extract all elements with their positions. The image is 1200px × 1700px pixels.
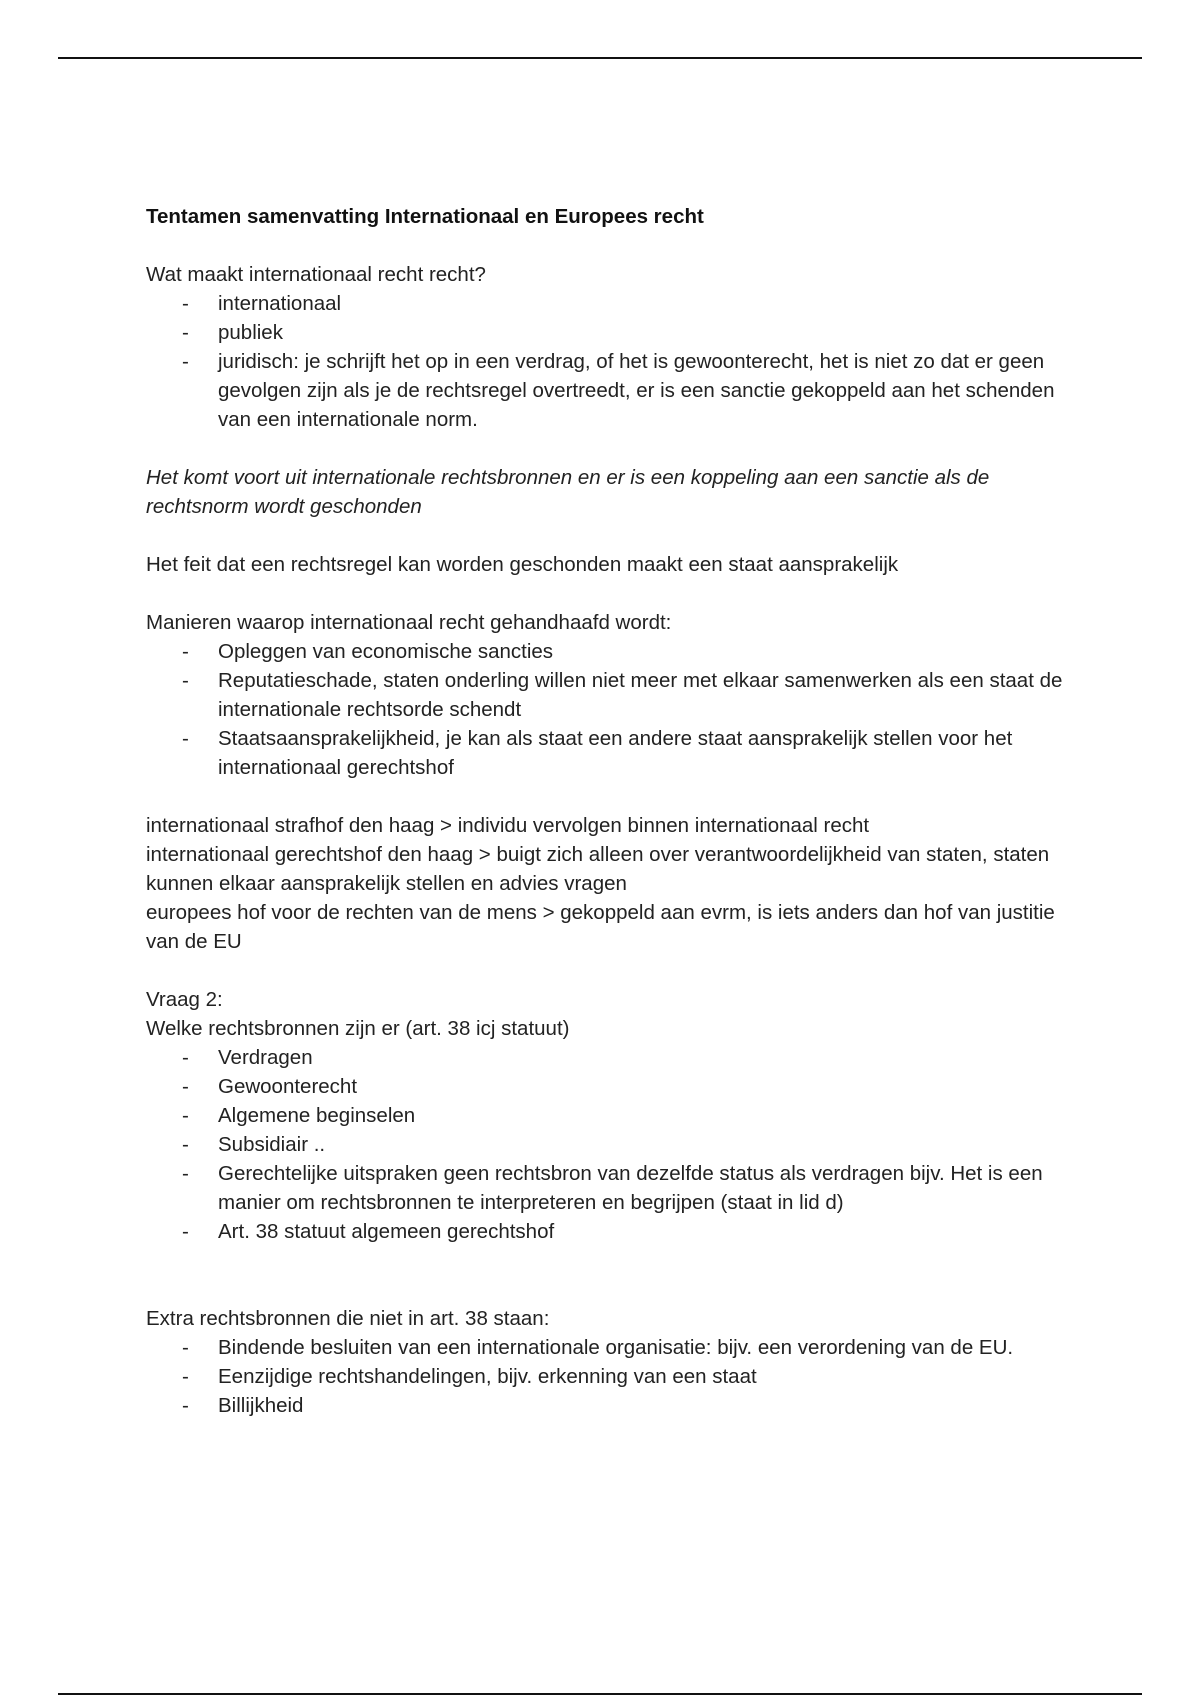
list-item-text: Billijkheid (218, 1394, 304, 1417)
section4-list (146, 1333, 1066, 1420)
section2-list (146, 637, 1066, 782)
section3-list (146, 1043, 1066, 1246)
list-item-text: Art. 38 statuut algemeen gerechtshof (218, 1220, 555, 1243)
court-line: europees hof voor de rechten van de mens > gekoppeld aan evrm, is iets anders dan hof van justitie van de EU (146, 901, 1055, 953)
list-item-text: internationaal (218, 292, 342, 315)
list-item-text: Eenzijdige rechtshandelingen, bijv. erkenning van een staat (218, 1365, 757, 1388)
dash-bullet: - (182, 640, 189, 663)
list-item-text: juridisch: je schrijft het op in een verdrag, of het is gewoonterecht, het is niet zo dat er geen gevolgen zijn als je de rechtsregel overtreedt, er is een sanctie gekoppeld aan het schenden van een internationale norm. (218, 350, 1055, 431)
list-item (146, 1072, 1066, 1101)
list-item (146, 318, 1066, 347)
court-line: internationaal gerechtshof den haag > buigt zich alleen over verantwoordelijkheid van staten, staten kunnen elkaar aansprakelijk stellen en advies vragen (146, 843, 1050, 895)
statement: Het feit dat een rechtsregel kan worden geschonden maakt een staat aansprakelijk (146, 553, 899, 576)
dash-bullet: - (182, 727, 189, 750)
list-item (146, 1159, 1066, 1217)
list-item-text: Bindende besluiten van een internationale organisatie: bijv. een verordening van de EU. (218, 1336, 1014, 1359)
section1-list (146, 289, 1066, 434)
list-item-text: Subsidiair .. (218, 1133, 326, 1156)
list-item (146, 666, 1066, 724)
italic-note: Het komt voort uit internationale rechtsbronnen en er is een koppeling aan een sanctie als de rechtsnorm wordt geschonden (146, 466, 990, 518)
document-title: Tentamen samenvatting Internationaal en Europees recht (146, 205, 704, 228)
section4-heading: Extra rechtsbronnen die niet in art. 38 staan: (146, 1307, 550, 1330)
list-item (146, 1391, 1066, 1420)
list-item (146, 1362, 1066, 1391)
dash-bullet: - (182, 1104, 189, 1127)
list-item (146, 1333, 1066, 1362)
list-item-text: Verdragen (218, 1046, 313, 1069)
list-item-text: Gewoonterecht (218, 1075, 358, 1098)
section2-heading: Manieren waarop internationaal recht gehandhaafd wordt: (146, 611, 672, 634)
dash-bullet: - (182, 669, 189, 692)
list-item (146, 1130, 1066, 1159)
dash-bullet: - (182, 292, 189, 315)
list-item (146, 637, 1066, 666)
dash-bullet: - (182, 1133, 189, 1156)
list-item (146, 1217, 1066, 1246)
document-body (146, 202, 1066, 1420)
list-item-text: Reputatieschade, staten onderling willen niet meer met elkaar samenwerken als een staat de internationale rechtsorde schendt (218, 669, 1063, 721)
court-line: internationaal strafhof den haag > individu vervolgen binnen internationaal recht (146, 814, 870, 837)
list-item-text: Algemene beginselen (218, 1104, 416, 1127)
header-rule (58, 57, 1142, 59)
list-item-text: publiek (218, 321, 283, 344)
dash-bullet: - (182, 1075, 189, 1098)
dash-bullet: - (182, 1046, 189, 1069)
section3-heading: Welke rechtsbronnen zijn er (art. 38 icj statuut) (146, 1017, 570, 1040)
section3-label: Vraag 2: (146, 988, 223, 1011)
dash-bullet: - (182, 350, 189, 373)
dash-bullet: - (182, 1365, 189, 1388)
list-item-text: Staatsaansprakelijkheid, je kan als staat een andere staat aansprakelijk stellen voor het internationaal gerechtshof (218, 727, 1013, 779)
dash-bullet: - (182, 1394, 189, 1417)
list-item-text: Gerechtelijke uitspraken geen rechtsbron van dezelfde status als verdragen bijv. Het is een manier om rechtsbronnen te interpreteren en begrijpen (staat in lid d) (218, 1162, 1043, 1214)
list-item (146, 289, 1066, 318)
list-item-text: Opleggen van economische sancties (218, 640, 554, 663)
section1-question: Wat maakt internationaal recht recht? (146, 263, 486, 286)
dash-bullet: - (182, 321, 189, 344)
dash-bullet: - (182, 1162, 189, 1185)
footer-rule (58, 1693, 1142, 1695)
list-item (146, 1043, 1066, 1072)
list-item (146, 1101, 1066, 1130)
list-item (146, 347, 1066, 434)
list-item (146, 724, 1066, 782)
dash-bullet: - (182, 1220, 189, 1243)
dash-bullet: - (182, 1336, 189, 1359)
